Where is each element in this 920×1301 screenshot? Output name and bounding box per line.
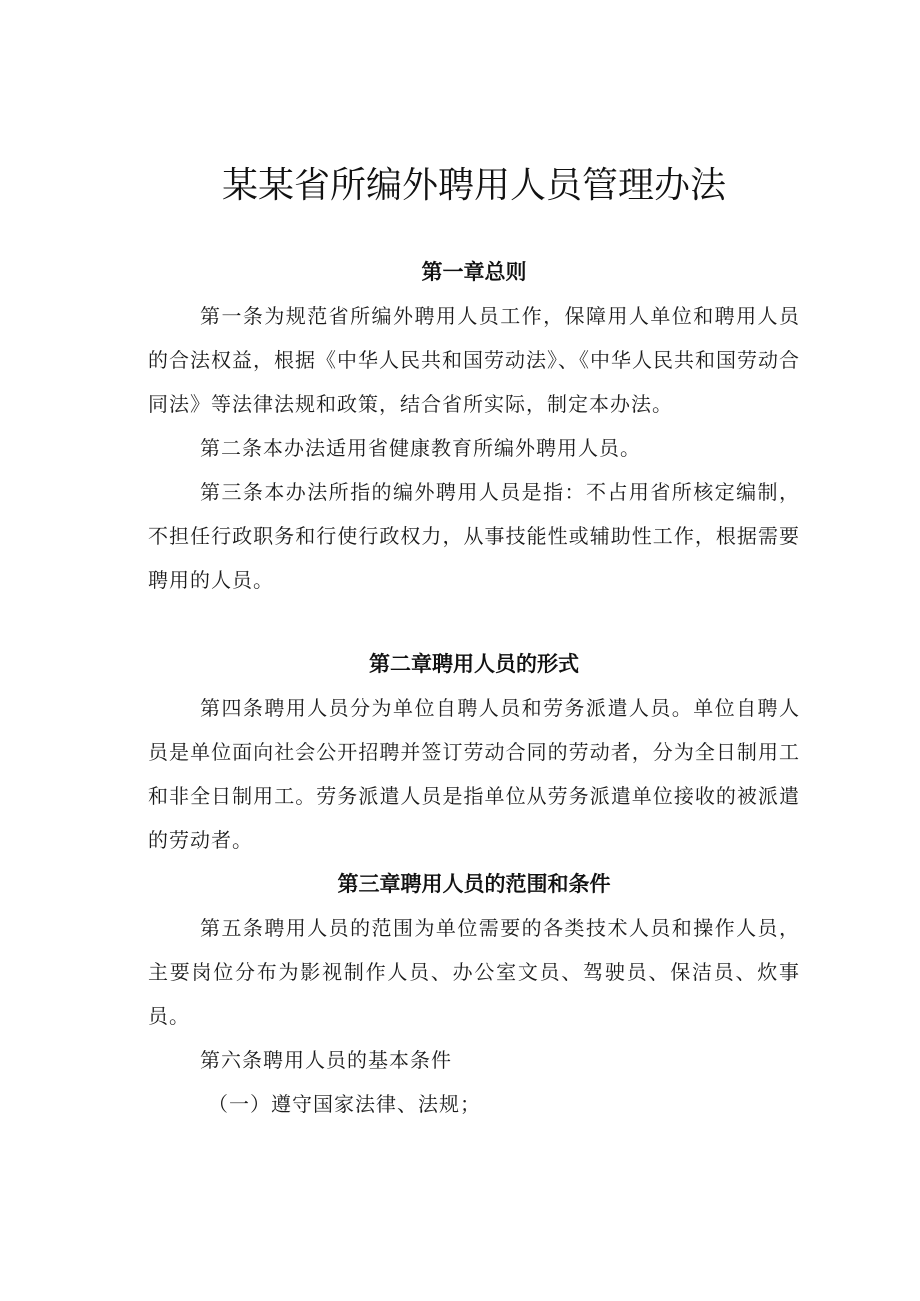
chapter-heading: 第三章聘用人员的范围和条件 bbox=[337, 872, 611, 896]
document-title: 某某省所编外聘用人员管理办法 bbox=[221, 165, 726, 206]
chapter-2 bbox=[148, 642, 800, 862]
chapter-heading: 第一章总则 bbox=[421, 260, 527, 284]
chapter-3 bbox=[148, 862, 800, 1126]
article-1: 第一条为规范省所编外聘用人员工作，保障用人单位和聘用人员的合法权益，根据《中华人民共和国劳动法》、《中华人民共和国劳动合同法》等法律法规和政策，结合省所实际，制定本办法。 bbox=[148, 304, 800, 416]
article-6: 第六条聘用人员的基本条件 bbox=[200, 1048, 452, 1072]
chapter-heading: 第二章聘用人员的形式 bbox=[369, 652, 579, 676]
article-4: 第四条聘用人员分为单位自聘人员和劳务派遣人员。单位自聘人员是单位面向社会公开招聘并签订劳动合同的劳动者，分为全日制用工和非全日制用工。劳务派遣人员是指单位从劳务派遣单位接收的被派遣的劳动者。 bbox=[148, 696, 800, 852]
article-2: 第二条本办法适用省健康教育所编外聘用人员。 bbox=[200, 436, 641, 460]
article-6-item-1: （一）遵守国家法律、法规； bbox=[208, 1092, 481, 1116]
article-5: 第五条聘用人员的范围为单位需要的各类技术人员和操作人员，主要岗位分布为影视制作人员、办公室文员、驾驶员、保洁员、炊事员。 bbox=[148, 916, 800, 1028]
chapter-1 bbox=[148, 250, 800, 602]
article-3: 第三条本办法所指的编外聘用人员是指：不占用省所核定编制，不担任行政职务和行使行政权力，从事技能性或辅助性工作，根据需要聘用的人员。 bbox=[148, 480, 800, 592]
